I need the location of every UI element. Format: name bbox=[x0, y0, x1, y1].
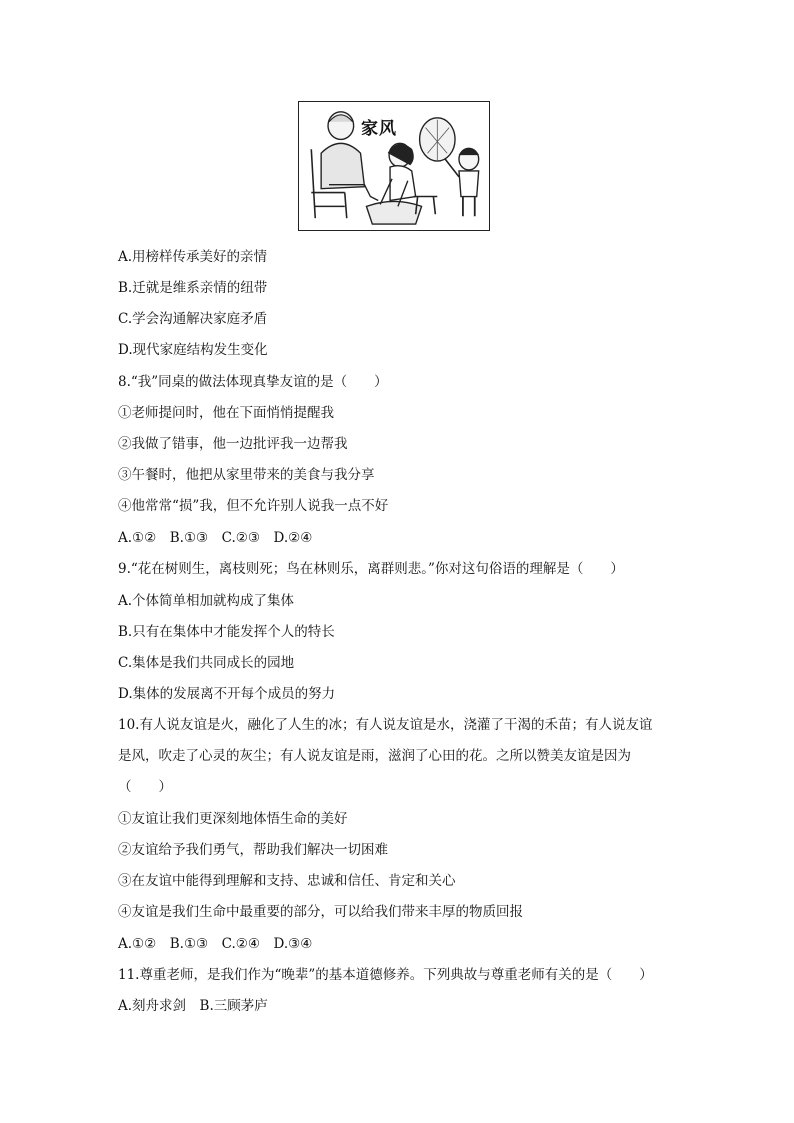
question-8: 8.“我”同桌的做法体现真挚友谊的是（ ） bbox=[118, 374, 388, 390]
family-tradition-cartoon bbox=[298, 101, 490, 231]
option-9a: A.个体简单相加就构成了集体 bbox=[118, 593, 295, 609]
q11-choices: A.刻舟求剑 B.三顾茅庐 bbox=[118, 998, 268, 1014]
q10-item-2: ②友谊给予我们勇气，帮助我们解决一切困难 bbox=[118, 842, 388, 858]
option-7a: A.用榜样传承美好的亲情 bbox=[118, 249, 268, 265]
question-10-line-1: 10.有人说友谊是火，融化了人生的冰；有人说友谊是水，浇灌了干渴的禾苗；有人说友谊 bbox=[118, 717, 653, 733]
q8-item-4: ④他常常“损”我，但不允许别人说我一点不好 bbox=[118, 498, 389, 514]
q10-item-3: ③在友谊中能得到理解和支持、忠诚和信任、肯定和关心 bbox=[118, 873, 456, 889]
q8-choices: A.①② B.①③ C.②③ D.②④ bbox=[118, 530, 313, 546]
q10-item-4: ④友谊是我们生命中最重要的部分，可以给我们带来丰厚的物质回报 bbox=[118, 904, 523, 920]
option-9b: B.只有在集体中才能发挥个人的特长 bbox=[118, 624, 335, 640]
question-10-line-2: 是风，吹走了心灵的灰尘；有人说友谊是雨，滋润了心田的花。之所以赞美友谊是因为 bbox=[118, 748, 631, 764]
q8-item-1: ①老师提问时，他在下面悄悄提醒我 bbox=[118, 405, 334, 421]
q8-item-2: ②我做了错事，他一边批评我一边帮我 bbox=[118, 436, 348, 452]
option-9d: D.集体的发展离不开每个成员的努力 bbox=[118, 686, 336, 702]
option-9c: C.集体是我们共同成长的园地 bbox=[118, 655, 295, 671]
q10-choices: A.①② B.①③ C.②④ D.③④ bbox=[118, 936, 313, 952]
q8-item-3: ③午餐时，他把从家里带来的美食与我分享 bbox=[118, 467, 375, 483]
option-7b: B.迁就是维系亲情的纽带 bbox=[118, 280, 268, 296]
q10-item-1: ①友谊让我们更深刻地体悟生命的美好 bbox=[118, 811, 348, 827]
option-7c: C.学会沟通解决家庭矛盾 bbox=[118, 311, 268, 327]
question-10-line-3: （ ） bbox=[118, 779, 172, 795]
cartoon-caption: 家风 bbox=[361, 119, 397, 139]
option-7d: D.现代家庭结构发生变化 bbox=[118, 342, 268, 358]
question-9: 9.“花在树则生，离枝则死；鸟在林则乐，离群则悲。”你对这句俗语的理解是（ ） bbox=[118, 561, 624, 577]
question-11: 11.尊重老师，是我们作为“晚辈”的基本道德修养。下列典故与尊重老师有关的是（ ） bbox=[118, 967, 653, 983]
